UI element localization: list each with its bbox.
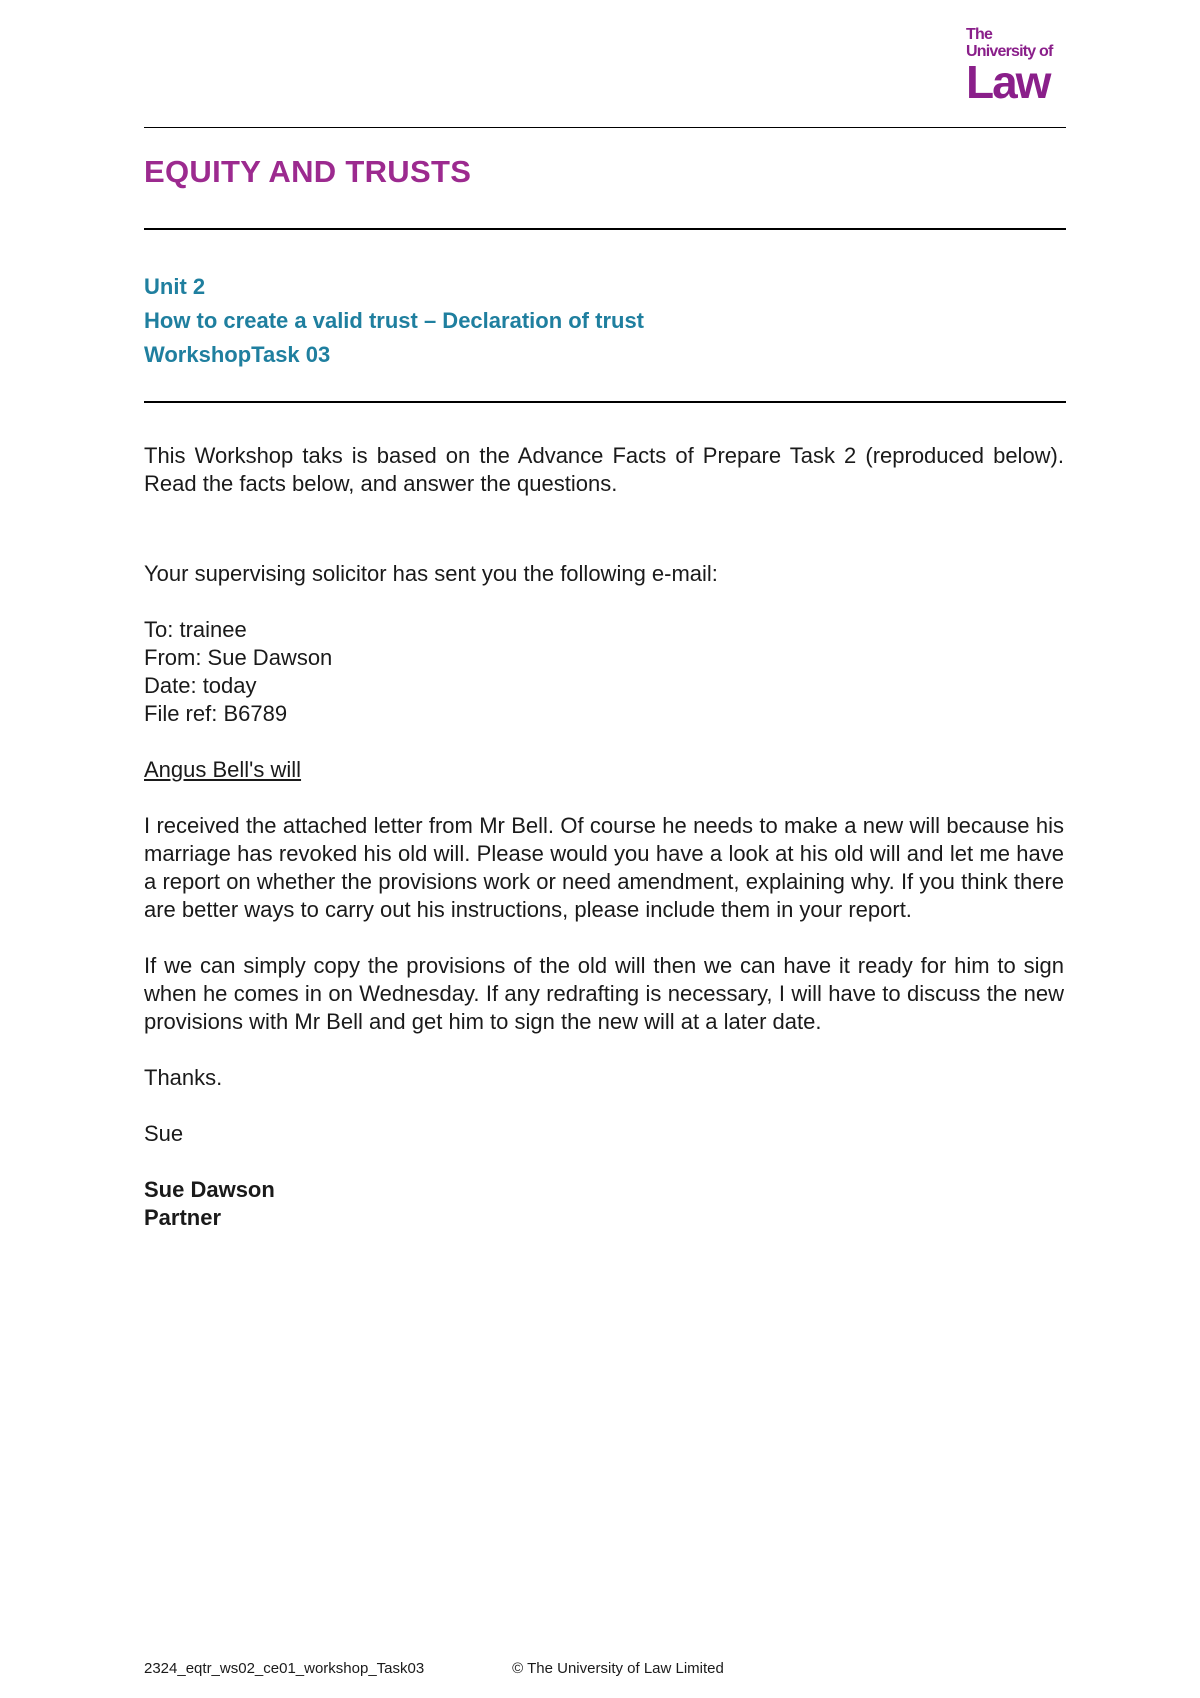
unit-heading-block	[144, 270, 644, 372]
email-lead: Your supervising solicitor has sent you the following e-mail:	[144, 561, 718, 586]
signature-name: Sue Dawson	[144, 1177, 275, 1202]
signature-role: Partner	[144, 1205, 222, 1230]
email-from: From: Sue Dawson	[144, 645, 333, 670]
email-date: Date: today	[144, 673, 257, 698]
email-subject: Angus Bell's will	[144, 757, 302, 782]
email-section	[144, 560, 1064, 1232]
unit-divider	[144, 401, 1066, 403]
email-paragraph-1: I received the attached letter from Mr Bell. Of course he needs to make a new will because his marriage has revoked his old will. Please would you have a look at his old will and let me have a report on whether the provisions work or need amendment, explaining why. If you think there are better ways to carry out his instructions, please include them in your report.	[144, 813, 1064, 922]
header-divider-top	[144, 127, 1066, 128]
logo-line-law: Law	[966, 56, 1050, 108]
footer-copyright: © The University of Law Limited	[512, 1660, 724, 1677]
email-signoff: Sue	[144, 1121, 184, 1146]
unit-subtitle: How to create a valid trust – Declaration of trust	[144, 308, 645, 333]
intro-section	[144, 442, 1064, 498]
logo-line-university: University of	[966, 43, 1053, 60]
title-divider	[144, 228, 1066, 230]
email-paragraph-2: If we can simply copy the provisions of the old will then we can have it ready for him to sign when he comes in on Wednesday. If any redrafting is necessary, I will have to discuss the new provisions with Mr Bell and get him to sign the new will at a later date.	[144, 953, 1064, 1034]
logo-line-the: The	[966, 26, 993, 43]
email-to: To: trainee	[144, 617, 247, 642]
footer-reference: 2324_eqtr_ws02_ce01_workshop_Task03	[144, 1660, 425, 1677]
page-footer	[144, 1660, 724, 1677]
email-thanks: Thanks.	[144, 1065, 223, 1090]
intro-paragraph: This Workshop taks is based on the Advance Facts of Prepare Task 2 (reproduced below). Read the facts below, and answer the questions.	[144, 443, 1064, 496]
unit-label: Unit 2	[144, 274, 206, 299]
email-file-ref: File ref: B6789	[144, 701, 288, 726]
page-title: EQUITY AND TRUSTS	[144, 154, 472, 189]
task-label: WorkshopTask 03	[144, 342, 331, 367]
university-logo	[966, 26, 1066, 108]
